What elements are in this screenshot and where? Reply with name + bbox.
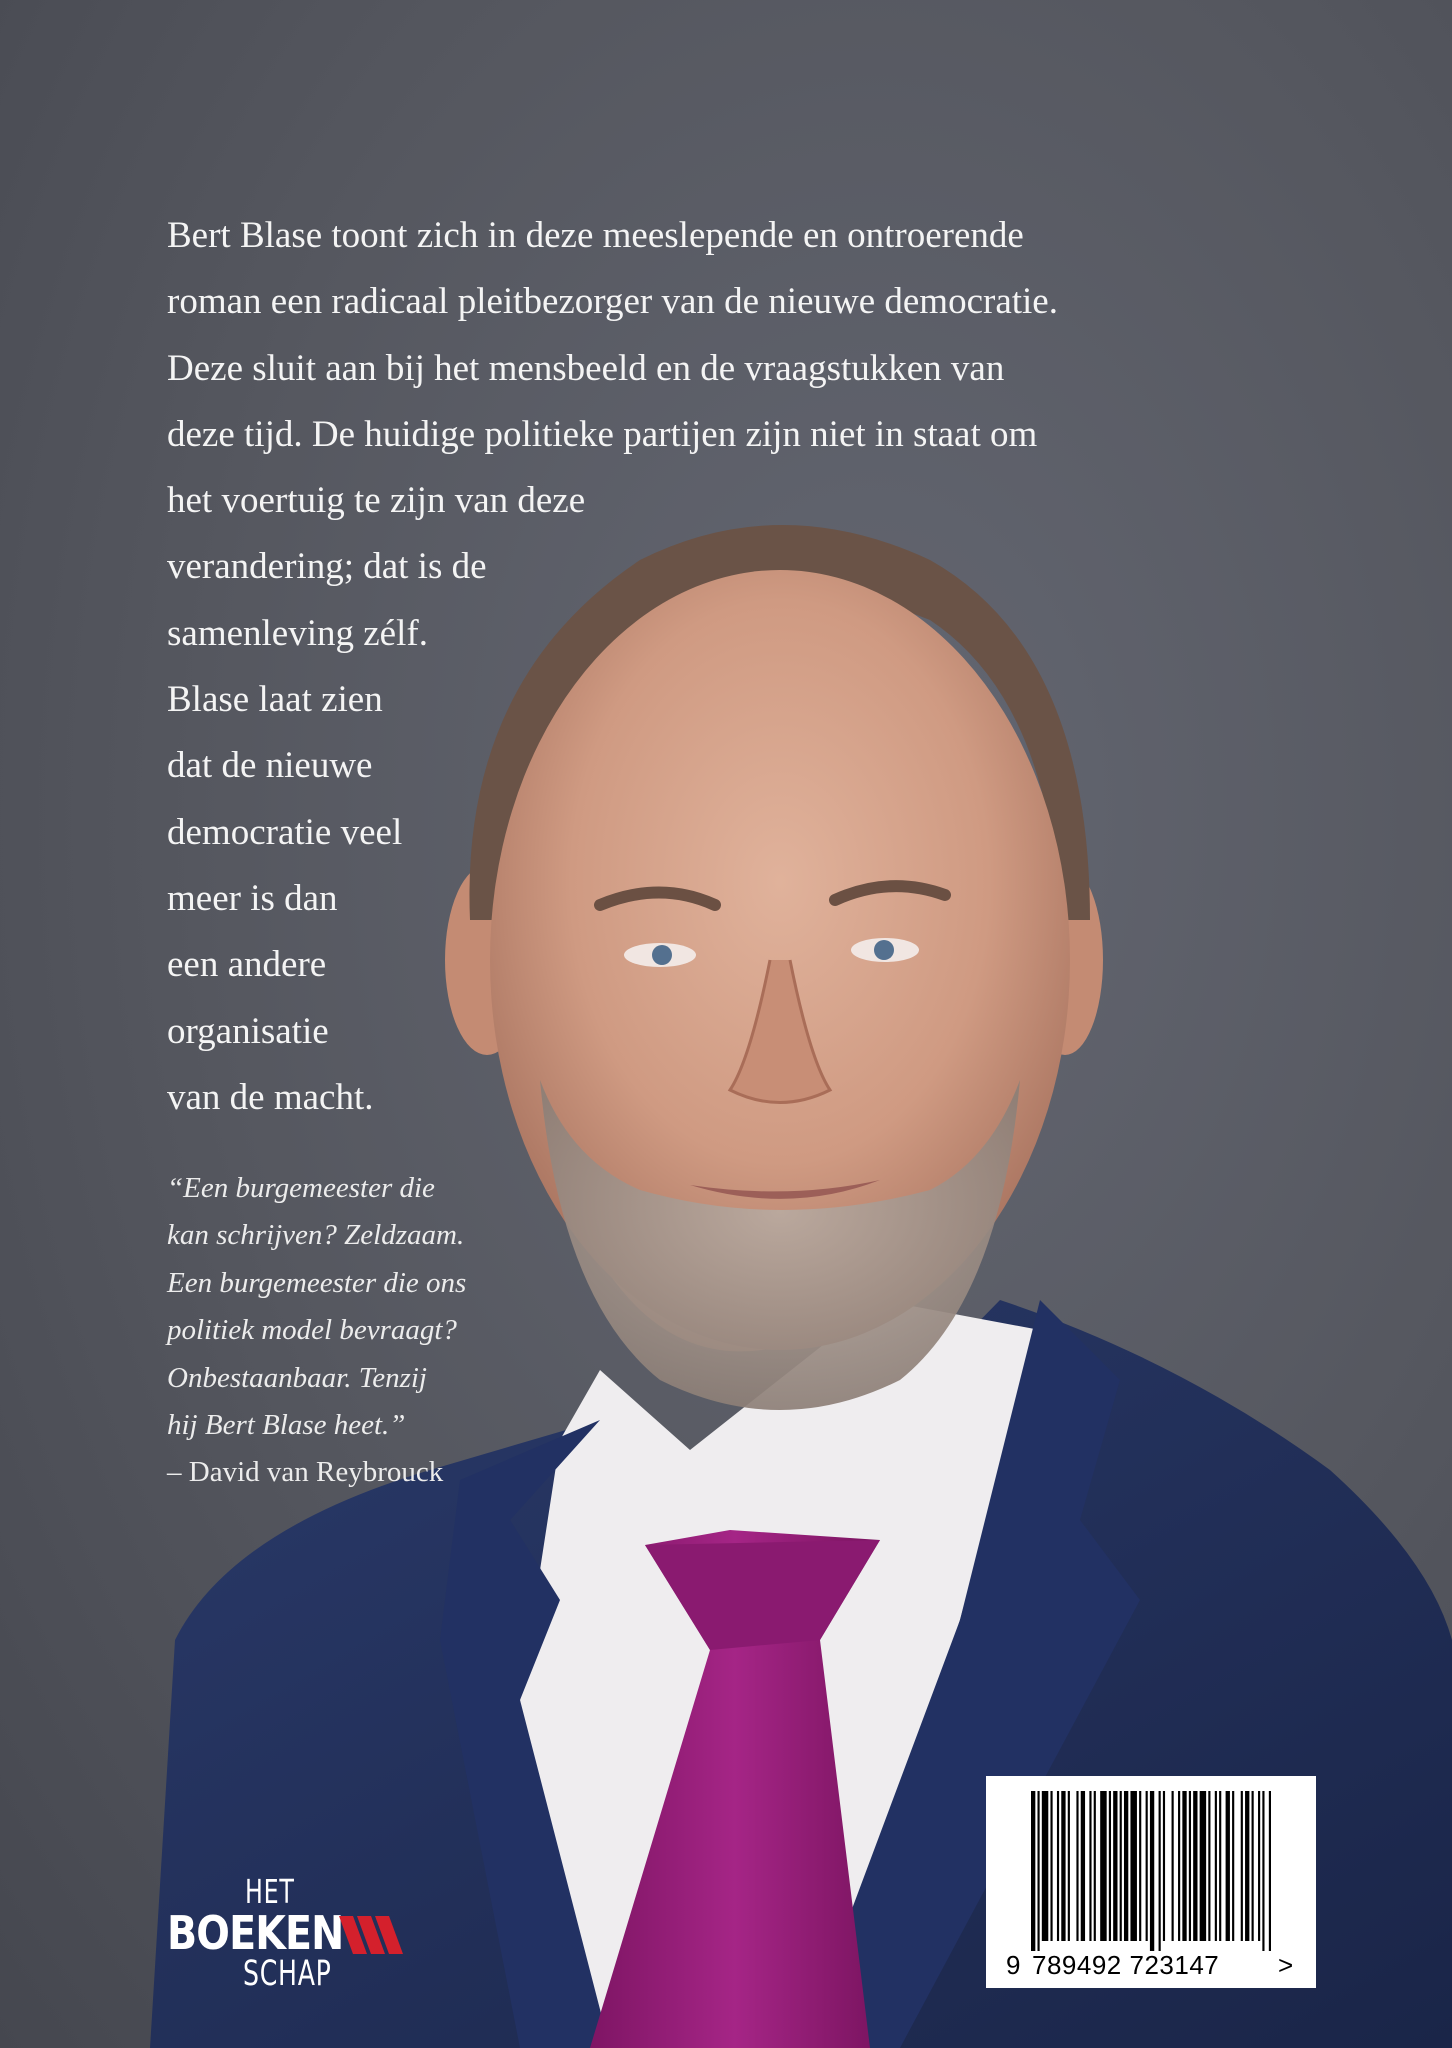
barcode-bar <box>1178 1791 1180 1941</box>
barcode-lead-digit: 9 <box>1006 1950 1021 1980</box>
barcode-bar <box>1208 1791 1210 1941</box>
barcode-bar <box>1124 1791 1128 1941</box>
quote-line: kan schrijven? Zeldzaam. <box>167 1219 465 1252</box>
barcode-bar <box>1057 1791 1059 1941</box>
quote-line: Onbestaanbaar. Tenzij <box>167 1361 427 1394</box>
barcode-bar <box>1215 1791 1217 1941</box>
barcode-bar <box>1146 1791 1148 1941</box>
barcode-bars <box>1031 1791 1271 1951</box>
blurb-line: organisatie <box>167 1010 329 1052</box>
barcode-bar <box>1042 1791 1048 1941</box>
quote-line: “Een burgemeester die <box>167 1172 435 1204</box>
endorsement-quote <box>167 1165 587 1497</box>
barcode-bar <box>1089 1791 1091 1941</box>
barcode-bar <box>1061 1791 1065 1941</box>
barcode-bar <box>1130 1791 1136 1941</box>
quote-line: politiek model bevraagt? <box>167 1314 457 1347</box>
blurb-line: Deze sluit aan bij het mensbeeld en de vraagstukken van <box>167 347 1005 389</box>
logo-stripes-icon <box>339 1916 405 1954</box>
publisher-logo <box>167 1872 407 1996</box>
quote-line: hij Bert Blase heet.” <box>167 1408 406 1441</box>
barcode-bar <box>1037 1791 1039 1951</box>
barcode-bar <box>1241 1791 1243 1941</box>
blurb-line: Bert Blase toont zich in deze meeslepende en ontroerende <box>167 215 1024 256</box>
blurb-line: Blase laat zien <box>167 679 383 721</box>
barcode-bar <box>1081 1791 1085 1941</box>
blurb-line: dat de nieuwe <box>167 745 373 787</box>
logo-word-het: HET <box>245 1872 295 1911</box>
blurb-line: samenleving zélf. <box>167 612 428 654</box>
isbn-barcode <box>986 1776 1316 1988</box>
blurb-line: een andere <box>167 944 327 986</box>
barcode-bar <box>1182 1791 1186 1941</box>
blurb-line: democratie veel <box>167 811 403 853</box>
barcode-bar <box>1189 1791 1191 1941</box>
barcode-bar <box>1245 1791 1249 1941</box>
barcode-bar <box>1269 1791 1271 1951</box>
quote-line: Een burgemeester die ons <box>167 1266 467 1299</box>
barcode-bar <box>1031 1791 1035 1951</box>
quote-attribution: – David van Reybrouck <box>167 1456 444 1489</box>
barcode-bar <box>1094 1791 1096 1941</box>
barcode-bar <box>1159 1791 1161 1951</box>
blurb-line: van de macht. <box>167 1076 374 1118</box>
blurb-line: het voertuig te zijn van deze <box>167 480 586 522</box>
barcode-bar <box>1139 1791 1141 1941</box>
logo-word-boeken: BOEKEN <box>167 1906 344 1960</box>
barcode-bar <box>1050 1791 1052 1941</box>
barcode-bar <box>1172 1791 1174 1941</box>
barcode-bar <box>1163 1791 1165 1941</box>
barcode-bar <box>1100 1791 1106 1941</box>
blurb-line: deze tijd. De huidige politieke partijen zijn niet in staat om <box>167 413 1038 455</box>
blurb-line: verandering; dat is de <box>167 546 487 588</box>
barcode-bar <box>1226 1791 1230 1941</box>
blurb-line: roman een radicaal pleitbezorger van de nieuwe democratie. <box>167 281 1058 323</box>
barcode-bar <box>1200 1791 1206 1941</box>
barcode-bar <box>1113 1791 1117 1941</box>
barcode-bar <box>1258 1791 1260 1941</box>
barcode-bar <box>1109 1791 1111 1941</box>
blurb-line: meer is dan <box>167 877 338 919</box>
barcode-bar <box>1252 1791 1254 1941</box>
barcode-bar <box>1262 1791 1264 1951</box>
barcode-bar <box>1068 1791 1070 1941</box>
barcode-bar <box>1120 1791 1122 1941</box>
barcode-bar <box>1232 1791 1234 1941</box>
barcode-bar <box>1219 1791 1221 1941</box>
barcode-digits: 789492 723147 <box>1032 1950 1220 1980</box>
logo-word-schap: SCHAP <box>243 1954 332 1994</box>
barcode-bar <box>1076 1791 1078 1941</box>
barcode-bar <box>1150 1791 1154 1951</box>
back-cover-blurb <box>167 203 1167 1131</box>
barcode-bar <box>1193 1791 1197 1941</box>
barcode-trailer: > <box>1278 1950 1294 1980</box>
